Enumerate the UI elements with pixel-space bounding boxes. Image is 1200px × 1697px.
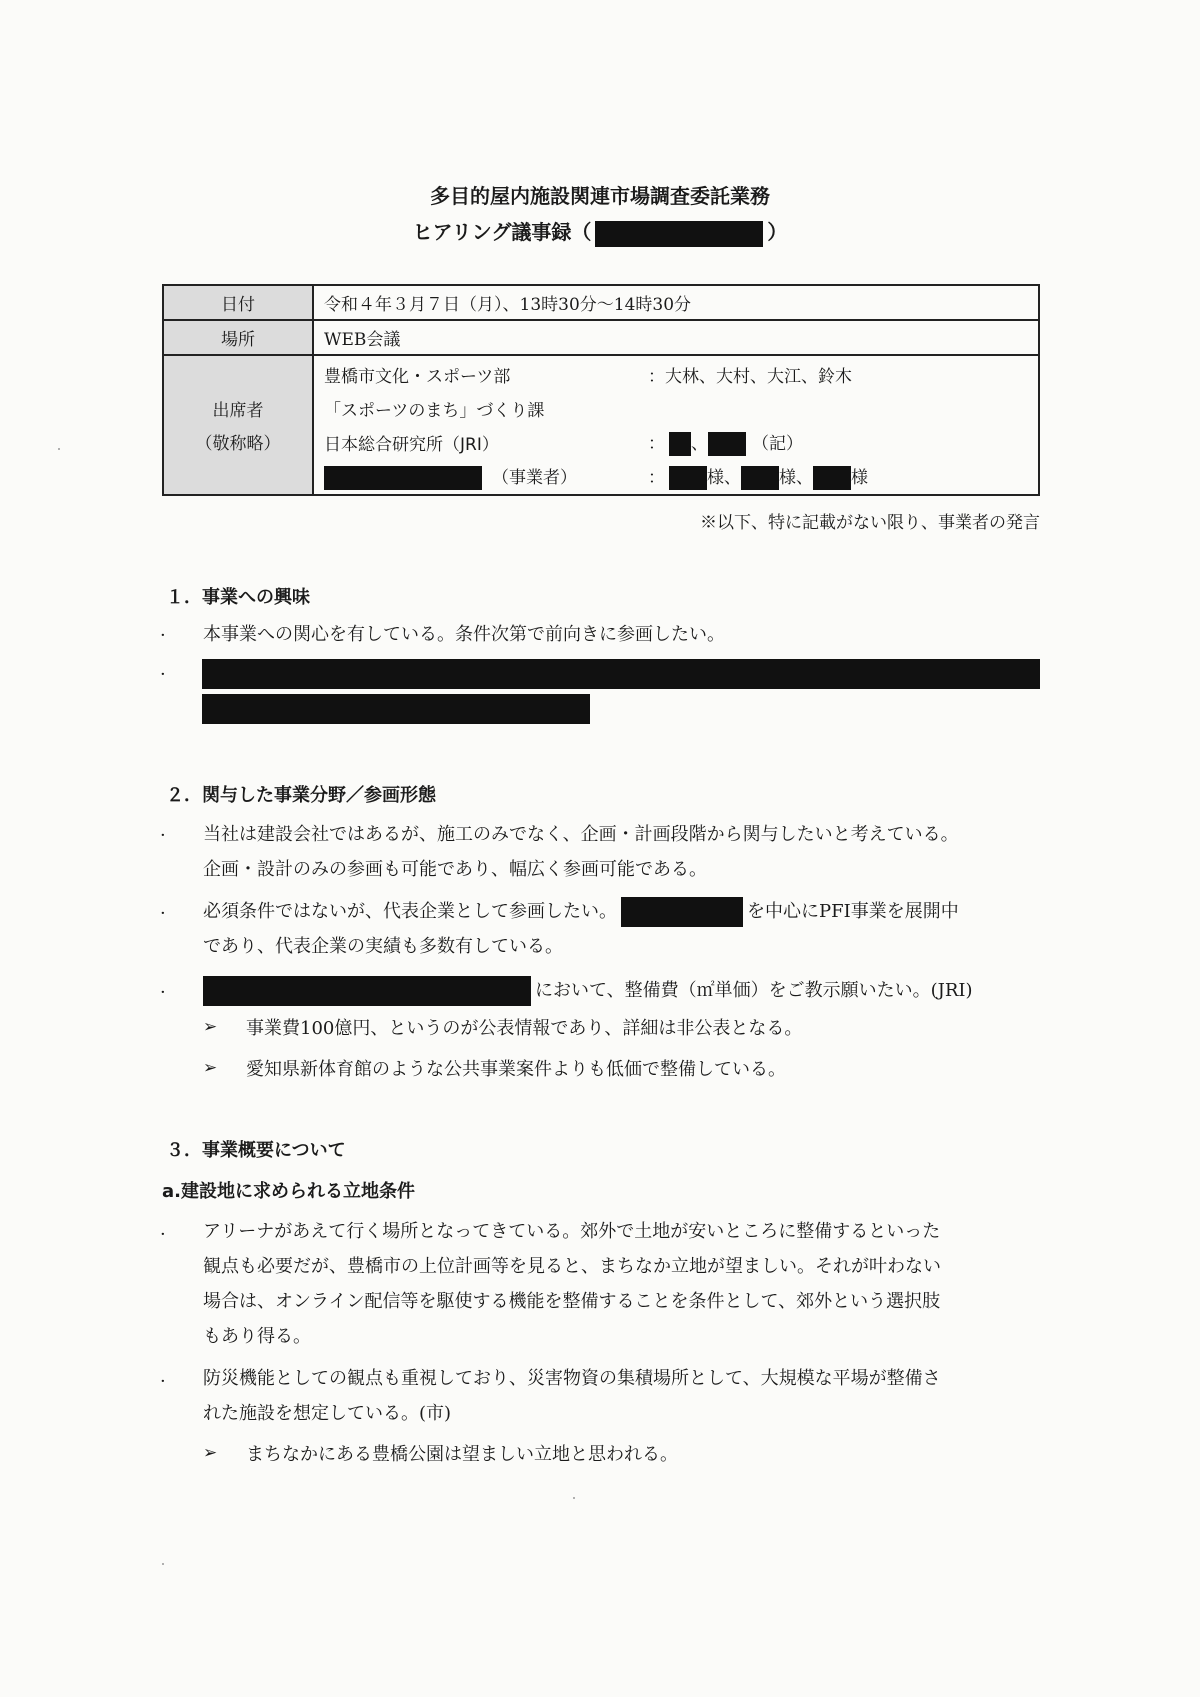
attendee-row-company	[324, 459, 1028, 493]
date-row	[163, 285, 1039, 320]
bullet-marker: ·	[160, 664, 166, 685]
section-2-item-2: 必須条件ではないが、代表企業として参画したい。 を中心にPFI事業を展開中 であり、代表企業の実績も多数有している。	[203, 894, 1043, 964]
bullet-marker: ·	[160, 982, 166, 1003]
redacted-company-name	[595, 221, 763, 247]
attendee-org: 「スポーツのまち」づくり課	[324, 400, 545, 421]
attendees-list	[313, 355, 1039, 495]
attendees-row	[163, 355, 1039, 495]
bullet-marker: ·	[160, 903, 166, 924]
subtitle-close-paren: ）	[767, 220, 788, 244]
attendee-row-city	[324, 357, 1028, 391]
scan-speck	[162, 1563, 164, 1565]
attendee-names: ： 様、 様、 様	[648, 467, 868, 488]
bullet-marker: ·	[160, 1224, 166, 1245]
section-1-item-1: 本事業への関心を有している。条件次第で前向きに参画したい。	[203, 624, 725, 645]
attendee-names: ：大林、大村、大江、鈴木	[648, 366, 852, 387]
section-2-subitem-2: 愛知県新体育館のような公共事業案件よりも低価で整備している。	[246, 1059, 786, 1080]
place-value: WEB会議	[313, 320, 1039, 355]
document-title: 多目的屋内施設関連市場調査委託業務	[430, 184, 770, 208]
attendee-row-dept	[324, 391, 1028, 425]
section-3a-heading: a.建設地に求められる立地条件	[162, 1181, 415, 1202]
attendees-label-line1: 出席者	[212, 401, 264, 421]
attendee-row-jri	[324, 425, 1028, 459]
attendees-label-line2: （敬称略）	[195, 434, 281, 454]
place-label: 場所	[163, 320, 313, 355]
attendee-org: 日本総合研究所（JRI）	[324, 434, 499, 455]
speaker-note: ※以下、特に記載がない限り、事業者の発言	[700, 513, 1040, 533]
redacted-text-block	[202, 694, 590, 724]
subtitle-open-paren: （	[571, 220, 592, 244]
attendee-org: （事業者）	[324, 463, 577, 490]
section-3-heading: ３．事業概要について	[166, 1140, 346, 1161]
section-3-item-2: 防災機能としての観点も重視しており、災害物資の集積場所として、大規模な平場が整備さ れた施設を想定している。(市)	[203, 1368, 941, 1424]
section-2-item-1: 当社は建設会社ではあるが、施工のみでなく、企画・計画段階から関与したいと考えている。 企画・設計のみの参画も可能であり、幅広く参画可能である。	[203, 824, 959, 880]
attendee-org: 豊橋市文化・スポーツ部	[324, 366, 511, 387]
scan-speck	[58, 448, 60, 450]
document-subtitle	[0, 216, 1200, 247]
date-value: 令和４年３月７日（月）、13時30分〜14時30分	[313, 285, 1039, 320]
section-2-item-3: において、整備費（㎡単価）をご教示願いたい。(JRI)	[203, 973, 1043, 1008]
arrow-marker: ➢	[203, 1017, 218, 1037]
section-3-subitem-1: まちなかにある豊橋公園は望ましい立地と思われる。	[246, 1444, 678, 1465]
section-1-heading: １．事業への興味	[166, 587, 310, 608]
scan-speck	[573, 1497, 575, 1499]
attendee-names: ： 、 （記）	[648, 433, 803, 454]
section-2-heading: ２．関与した事業分野／参画形態	[166, 785, 436, 806]
section-3-item-1: アリーナがあえて行く場所となってきている。郊外で土地が安いところに整備するといった 観点も必要だが、豊橋市の上位計画等を見ると、まちなか立地が望ましい。それが叶わない 場合は、オンライン配信等を駆使する機能を整備することを条件として、郊外という選択肢 もあり得る。	[203, 1221, 941, 1347]
bullet-marker: ·	[160, 1371, 166, 1392]
bullet-marker: ·	[160, 825, 166, 846]
redacted-text-block	[202, 659, 1040, 689]
attendees-label	[163, 355, 313, 495]
meeting-info-table	[162, 284, 1040, 496]
section-2-subitem-1: 事業費100億円、というのが公表情報であり、詳細は非公表となる。	[246, 1018, 803, 1039]
arrow-marker: ➢	[203, 1058, 218, 1078]
subtitle-text: ヒアリング議事録	[412, 220, 572, 244]
arrow-marker: ➢	[203, 1443, 218, 1463]
bullet-marker: ·	[160, 625, 166, 646]
place-row	[163, 320, 1039, 355]
date-label: 日付	[163, 285, 313, 320]
